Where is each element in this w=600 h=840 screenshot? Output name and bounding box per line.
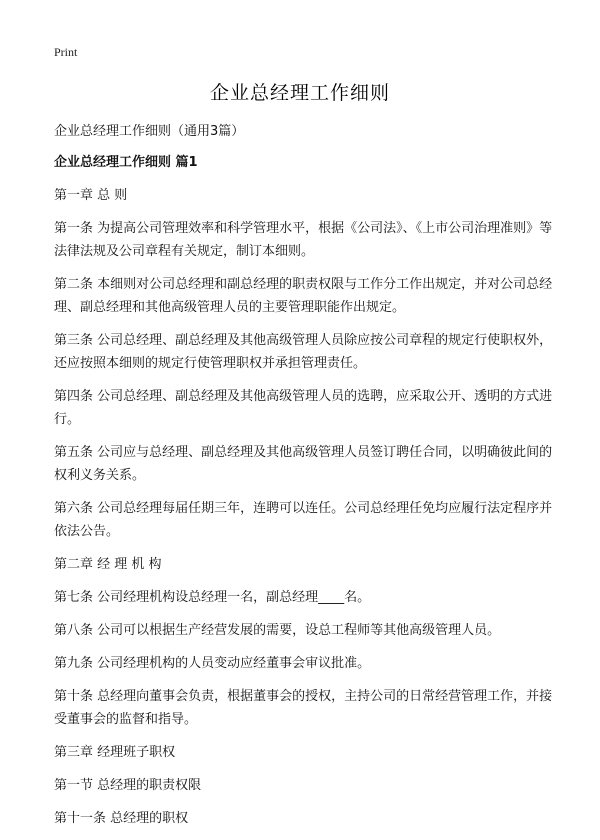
article-4: 第四条 公司总经理、副总经理及其他高级管理人员的选聘，应采取公开、透明的方式进行。 — [54, 389, 553, 427]
section-1-heading: 第一节 总经理的职责权限 — [54, 778, 202, 793]
article-5: 第五条 公司应与总经理、副总经理及其他高级管理人员签订聘任合同，以明确彼此间的权利义务关系。 — [54, 445, 553, 483]
chapter-3-heading: 第三章 经理班子职权 — [54, 745, 176, 760]
chapter-1-heading: 第一章 总 则 — [54, 188, 128, 203]
article-6: 第六条 公司总经理每届任期三年，连聘可以连任。公司总经理任免均应履行法定程序并依法公告。 — [54, 501, 553, 539]
article-8: 第八条 公司可以根据生产经营发展的需要，设总工程师等其他高级管理人员。 — [54, 623, 501, 638]
print-link[interactable]: Print — [54, 45, 78, 59]
article-7: 第七条 公司经理机构设总经理一名，副总经理____名。 — [54, 590, 371, 605]
article-11: 第十一条 总经理的职权 — [54, 811, 189, 826]
article-9: 第九条 公司经理机构的人员变动应经董事会审议批准。 — [54, 656, 371, 671]
article-1: 第一条 为提高公司管理效率和科学管理水平，根据《公司法》、《上市公司治理准则》等法律法规及公司章程有关规定，制订本细则。 — [54, 221, 553, 259]
document-title: 企业总经理工作细则 — [209, 82, 390, 104]
chapter-2-heading: 第二章 经 理 机 构 — [54, 557, 162, 572]
document-body — [54, 120, 554, 840]
article-2: 第二条 本细则对公司总经理和副总经理的职责权限与工作分工作出规定，并对公司总经理、副总经理和其他高级管理人员的主要管理职能作出规定。 — [54, 277, 553, 315]
document-subtitle: 企业总经理工作细则（通用3篇） — [54, 124, 245, 139]
article-3: 第三条 公司总经理、副总经理及其他高级管理人员除应按公司章程的规定行使职权外，还应按照本细则的规定行使管理职权并承担管理责任。 — [54, 333, 553, 371]
section-heading: 企业总经理工作细则 篇1 — [54, 155, 198, 170]
article-10: 第十条 总经理向董事会负责，根据董事会的授权，主持公司的日常经营管理工作，并接受董事会的监督和指导。 — [54, 689, 553, 727]
